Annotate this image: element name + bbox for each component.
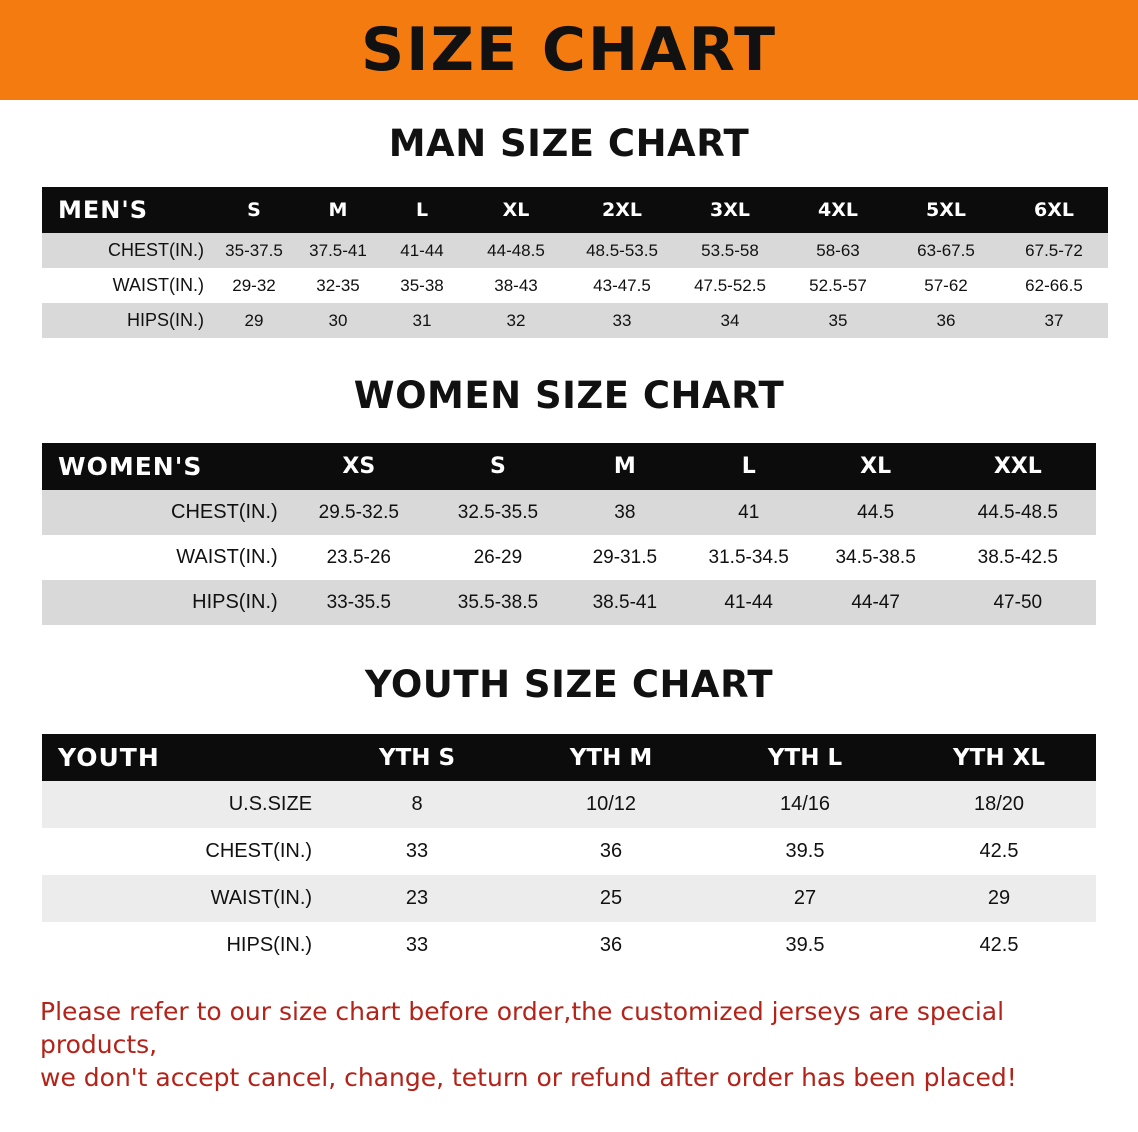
table-header-cell: L — [686, 443, 812, 490]
table-header-cell: 3XL — [676, 187, 784, 233]
table-header-row — [42, 734, 1096, 781]
table-cell: 23 — [320, 875, 514, 922]
table-header-cell: MEN'S — [42, 187, 212, 233]
table-header-cell: WOMEN'S — [42, 443, 286, 490]
table-cell: 38.5-41 — [564, 580, 686, 625]
table-row — [42, 535, 1096, 580]
table-cell: 41 — [686, 490, 812, 535]
table-header-cell: 2XL — [568, 187, 676, 233]
table-row — [42, 580, 1096, 625]
youth-size-table — [42, 734, 1096, 969]
table-header-cell: YOUTH — [42, 734, 320, 781]
table-header-cell: 4XL — [784, 187, 892, 233]
row-label: WAIST(IN.) — [42, 268, 212, 303]
table-cell: 52.5-57 — [784, 268, 892, 303]
table-row — [42, 922, 1096, 969]
table-cell: 35.5-38.5 — [432, 580, 564, 625]
table-cell: 38 — [564, 490, 686, 535]
table-cell: 34 — [676, 303, 784, 338]
row-label: U.S.SIZE — [42, 781, 320, 828]
table-cell: 63-67.5 — [892, 233, 1000, 268]
table-header-row — [42, 187, 1108, 233]
page-title: SIZE CHART — [360, 15, 778, 85]
row-label: HIPS(IN.) — [42, 303, 212, 338]
table-cell: 37.5-41 — [296, 233, 380, 268]
table-cell: 47.5-52.5 — [676, 268, 784, 303]
table-cell: 58-63 — [784, 233, 892, 268]
table-row — [42, 303, 1108, 338]
man-size-table — [42, 187, 1108, 338]
table-cell: 62-66.5 — [1000, 268, 1108, 303]
table-cell: 34.5-38.5 — [812, 535, 940, 580]
table-cell: 44.5 — [812, 490, 940, 535]
table-header-cell: XL — [464, 187, 568, 233]
table-row — [42, 490, 1096, 535]
table-header-cell: YTH M — [514, 734, 708, 781]
table-row — [42, 233, 1108, 268]
disclaimer-note — [40, 995, 1098, 1094]
page-banner — [0, 0, 1138, 100]
women-table-wrap — [0, 443, 1138, 625]
table-cell: 32.5-35.5 — [432, 490, 564, 535]
table-cell: 42.5 — [902, 922, 1096, 969]
table-header-row — [42, 443, 1096, 490]
table-cell: 29 — [212, 303, 296, 338]
table-cell: 25 — [514, 875, 708, 922]
table-header-cell: XL — [812, 443, 940, 490]
table-header-cell: M — [564, 443, 686, 490]
table-header-cell: S — [432, 443, 564, 490]
table-cell: 36 — [514, 922, 708, 969]
table-cell: 14/16 — [708, 781, 902, 828]
table-cell: 26-29 — [432, 535, 564, 580]
table-cell: 8 — [320, 781, 514, 828]
table-cell: 36 — [514, 828, 708, 875]
table-cell: 33 — [568, 303, 676, 338]
table-cell: 29.5-32.5 — [286, 490, 432, 535]
table-cell: 44-47 — [812, 580, 940, 625]
table-cell: 32-35 — [296, 268, 380, 303]
table-cell: 18/20 — [902, 781, 1096, 828]
man-table-wrap — [0, 187, 1138, 338]
table-cell: 31 — [380, 303, 464, 338]
table-cell: 31.5-34.5 — [686, 535, 812, 580]
table-cell: 37 — [1000, 303, 1108, 338]
table-cell: 39.5 — [708, 828, 902, 875]
table-header-cell: L — [380, 187, 464, 233]
table-header-cell: S — [212, 187, 296, 233]
disclaimer-line-2: we don't accept cancel, change, teturn or refund after order has been placed! — [40, 1063, 1017, 1092]
table-cell: 41-44 — [380, 233, 464, 268]
youth-table-wrap — [0, 734, 1138, 969]
table-cell: 35 — [784, 303, 892, 338]
table-cell: 33 — [320, 922, 514, 969]
table-header-cell: XS — [286, 443, 432, 490]
table-header-cell: YTH S — [320, 734, 514, 781]
table-cell: 23.5-26 — [286, 535, 432, 580]
table-header-cell: YTH L — [708, 734, 902, 781]
table-cell: 29-31.5 — [564, 535, 686, 580]
table-cell: 57-62 — [892, 268, 1000, 303]
table-cell: 32 — [464, 303, 568, 338]
row-label: HIPS(IN.) — [42, 580, 286, 625]
table-cell: 36 — [892, 303, 1000, 338]
table-cell: 35-37.5 — [212, 233, 296, 268]
table-header-cell: 5XL — [892, 187, 1000, 233]
table-cell: 39.5 — [708, 922, 902, 969]
table-header-cell: XXL — [940, 443, 1096, 490]
youth-section-title: YOUTH SIZE CHART — [364, 663, 774, 706]
table-row — [42, 268, 1108, 303]
row-label: HIPS(IN.) — [42, 922, 320, 969]
table-row — [42, 875, 1096, 922]
row-label: CHEST(IN.) — [42, 828, 320, 875]
table-cell: 47-50 — [940, 580, 1096, 625]
table-row — [42, 781, 1096, 828]
table-cell: 27 — [708, 875, 902, 922]
table-cell: 43-47.5 — [568, 268, 676, 303]
table-cell: 44.5-48.5 — [940, 490, 1096, 535]
table-cell: 29-32 — [212, 268, 296, 303]
table-row — [42, 828, 1096, 875]
row-label: WAIST(IN.) — [42, 535, 286, 580]
table-cell: 38-43 — [464, 268, 568, 303]
table-cell: 33 — [320, 828, 514, 875]
women-section-title: WOMEN SIZE CHART — [353, 374, 785, 417]
row-label: CHEST(IN.) — [42, 233, 212, 268]
table-cell: 67.5-72 — [1000, 233, 1108, 268]
row-label: WAIST(IN.) — [42, 875, 320, 922]
table-cell: 30 — [296, 303, 380, 338]
women-size-table — [42, 443, 1096, 625]
table-header-cell: YTH XL — [902, 734, 1096, 781]
table-cell: 48.5-53.5 — [568, 233, 676, 268]
table-header-cell: 6XL — [1000, 187, 1108, 233]
man-section-title: MAN SIZE CHART — [388, 122, 750, 165]
table-cell: 44-48.5 — [464, 233, 568, 268]
table-cell: 53.5-58 — [676, 233, 784, 268]
disclaimer-line-1: Please refer to our size chart before order,the customized jerseys are special products, — [40, 997, 1005, 1059]
table-cell: 41-44 — [686, 580, 812, 625]
table-cell: 10/12 — [514, 781, 708, 828]
table-cell: 29 — [902, 875, 1096, 922]
table-cell: 42.5 — [902, 828, 1096, 875]
row-label: CHEST(IN.) — [42, 490, 286, 535]
table-header-cell: M — [296, 187, 380, 233]
table-cell: 38.5-42.5 — [940, 535, 1096, 580]
table-cell: 35-38 — [380, 268, 464, 303]
table-cell: 33-35.5 — [286, 580, 432, 625]
